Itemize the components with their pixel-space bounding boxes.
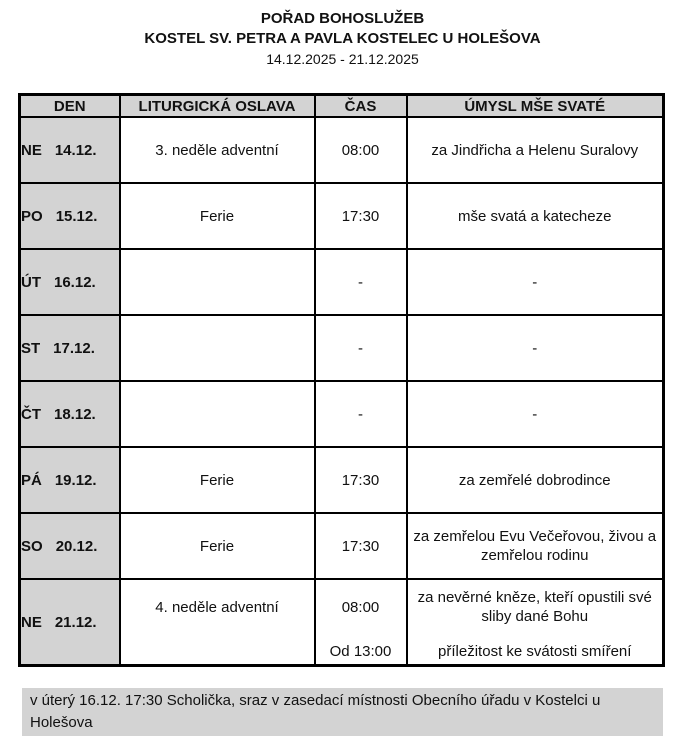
header-den: DEN [20,95,120,118]
day-date: 20.12. [55,537,98,555]
day-date: 19.12. [54,471,97,489]
day-abbr: PO [21,207,43,225]
header-cas: ČAS [315,95,407,118]
day-date: 15.12. [55,207,98,225]
day-cell [20,117,120,183]
table-row [20,183,664,249]
feast-label: 4. neděle adventní [155,598,279,616]
feast-cell [120,579,315,666]
time-cell: - [315,381,407,447]
intention-cell: za zemřelé dobrodince [407,447,664,513]
intention-cell: - [407,315,664,381]
day-date: 16.12. [54,273,96,291]
feast-cell [120,249,315,315]
day-cell [20,447,120,513]
day-abbr: PÁ [21,471,42,489]
intention-cell: za Jindřicha a Helenu Suralovy [407,117,664,183]
intention-first: za nevěrné kněze, kteří opustili své sliby dané Bohu [417,589,652,625]
title-block [0,0,685,70]
time-cell: 17:30 [315,447,407,513]
header-oslava: LITURGICKÁ OSLAVA [120,95,315,118]
day-date: 17.12. [53,339,95,357]
intention-second: příležitost ke svátosti smíření [438,642,632,660]
time-cell: - [315,315,407,381]
feast-cell: Ferie [120,513,315,579]
page-title: POŘAD BOHOSLUŽEB [260,10,425,27]
day-cell [20,381,120,447]
time-cell: 17:30 [315,183,407,249]
feast-cell [120,381,315,447]
day-abbr: NE [21,613,42,631]
intention-cell: za zemřelou Evu Večeřovou, živou a zemřelou rodinu [407,513,664,579]
day-cell [20,249,120,315]
table-row [20,315,664,381]
day-cell [20,513,120,579]
intention-cell: mše svatá a katecheze [407,183,664,249]
day-cell [20,579,120,666]
time-first: 08:00 [341,598,380,616]
feast-cell: Ferie [120,447,315,513]
footer-note: v úterý 16.12. 17:30 Scholička, sraz v zasedací místnosti Obecního úřadu v Kostelci u Holešova [22,688,663,736]
intention-cell [407,579,664,666]
header-umysl: ÚMYSL MŠE SVATÉ [407,95,664,118]
intention-cell: - [407,381,664,447]
day-abbr: ČT [21,405,41,423]
table-row [20,513,664,579]
time-cell: 08:00 [315,117,407,183]
feast-cell [120,315,315,381]
day-abbr: ST [21,339,41,357]
date-range: 14.12.2025 - 21.12.2025 [266,51,419,67]
feast-cell: Ferie [120,183,315,249]
table-row [20,381,664,447]
day-date: 18.12. [54,405,96,423]
intention-cell: - [407,249,664,315]
day-abbr: ÚT [21,273,41,291]
day-date: 21.12. [54,613,97,631]
time-cell [315,579,407,666]
table-row [20,249,664,315]
day-abbr: NE [21,141,42,159]
day-date: 14.12. [54,141,97,159]
table-row [20,447,664,513]
table-header-row [20,95,664,118]
time-cell: 17:30 [315,513,407,579]
time-second: Od 13:00 [329,642,392,660]
day-abbr: SO [21,537,43,555]
table-row [20,117,664,183]
schedule-table [18,93,665,667]
time-cell: - [315,249,407,315]
feast-cell: 3. neděle adventní [120,117,315,183]
day-cell [20,183,120,249]
church-name: KOSTEL SV. PETRA A PAVLA KOSTELEC U HOLEŠOVA [144,30,541,47]
table-row [20,579,664,666]
day-cell [20,315,120,381]
